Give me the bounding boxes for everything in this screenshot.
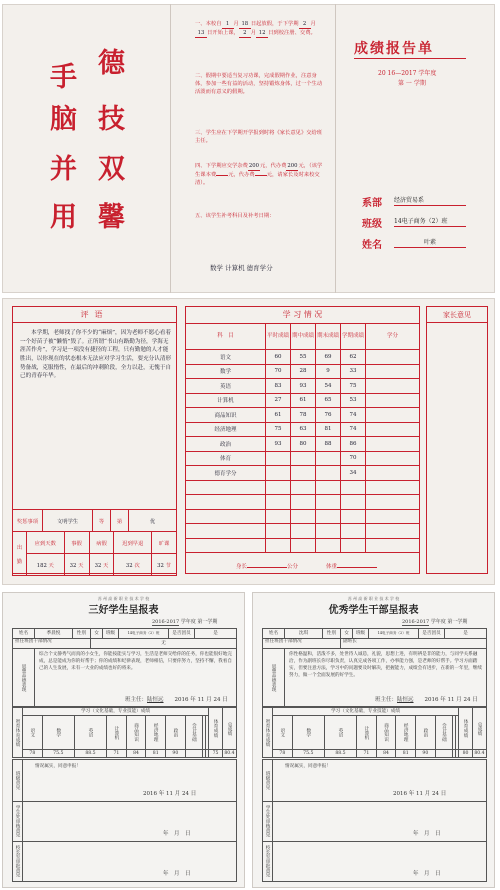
- total-value: 80.4: [224, 750, 235, 756]
- notice-1: 一、本校自 1 月 18 日起放假，于下学期 2 月13 日开始上课， 2 月 12 日到校注册、交费。: [195, 20, 325, 38]
- pe-label: 体育成绩: [459, 708, 473, 750]
- cadre-value: 副班长: [341, 639, 487, 649]
- school-name: 苏 州 高 新 职 业 技 术 学 校: [347, 596, 400, 601]
- notice-4: 四、下学期应交学杂费200元，代办费200元，（该学生课本费 元，代办费 元，请家长及时来校交清）。: [195, 163, 323, 187]
- class-label: 班级: [103, 629, 119, 639]
- grade-label: 等: [93, 510, 111, 532]
- form-title: 优秀学生干部呈报表: [328, 605, 419, 616]
- subject-header: [455, 716, 458, 750]
- grade-cell-mid: 80: [291, 437, 316, 452]
- grade-row: [186, 451, 420, 466]
- pe-value: 75: [209, 750, 223, 758]
- notice-2: 二、假期中要适当复习功课，完成假期作业，注意身体，参加一些有益的活动，坚持锻炼身体，过一个生动活泼而有意义的假期。: [195, 73, 323, 96]
- class-label: 班级: [362, 219, 382, 230]
- subject-header: 英语: [324, 716, 356, 750]
- dept-label: 学生处审核意见: [263, 802, 273, 842]
- form-title: 三好学生呈报表: [88, 605, 159, 616]
- grade-cell-normal: [266, 466, 291, 481]
- grades-header: 平时成绩: [266, 324, 291, 350]
- grade-cell-normal: 60: [266, 350, 291, 365]
- empty-row: [186, 509, 420, 524]
- subject-header: [205, 716, 208, 750]
- subject-header: 商品知识: [126, 716, 146, 750]
- score-side: 智育体育成绩: [263, 708, 273, 758]
- attendance-value: 32 天: [64, 554, 89, 576]
- approval-table: [12, 759, 237, 882]
- awards-value: 文明学生: [43, 510, 93, 532]
- grade-cell-normal: 93: [266, 437, 291, 452]
- study-section: 学习（文化基础，专业技能）成绩: [23, 708, 209, 716]
- grade-row: [186, 437, 420, 452]
- attendance-header: 旷课: [152, 532, 177, 554]
- teacher-sign: 班主任：陆恒远 2016 年 11 月 24 日: [125, 696, 228, 703]
- name-value: 沈琪: [285, 629, 323, 639]
- class-label: 班级: [353, 629, 369, 639]
- merit-student-form-photo: [2, 592, 245, 888]
- subject-score: 81: [396, 750, 416, 758]
- deeds-label: 思想品德表现: [263, 649, 285, 707]
- cadre-form-photo: [252, 592, 495, 888]
- subject-header: 经济地理: [146, 716, 166, 750]
- name-value: 叶素: [394, 239, 466, 248]
- deeds-text: 综合个文静秀气而真的小女生，你能按能实与学习，生活是老师交给你的任务，你也能很好地完成，总是能成为你的好帮手；你的成绩和纪律表现，老师相信，只要你努力，坚持不懈，我看自己的人生发展，未有一大业的成绩也好的将来。: [39, 652, 232, 671]
- principal-cell: [23, 842, 237, 882]
- pe-label: 体育成绩: [209, 708, 223, 750]
- awards-label: 奖惩事项: [13, 510, 43, 532]
- awards-table: [12, 509, 177, 532]
- grade-row: [186, 379, 420, 394]
- name-label: 姓名: [362, 240, 382, 251]
- grade-row: [186, 350, 420, 365]
- gender-label: 性别: [323, 629, 341, 639]
- subject-score: 78: [23, 750, 43, 758]
- motto-char: 德: [98, 48, 125, 79]
- form-year: 2016-2017 学年度 第一学期: [152, 619, 218, 625]
- motto-char: 手: [50, 62, 77, 93]
- attendance-table: [12, 531, 177, 576]
- grade-value: 优: [129, 510, 177, 532]
- member-label: 是否团员: [419, 629, 445, 639]
- empty-row: [186, 524, 420, 539]
- title-underline: [354, 58, 466, 59]
- subject-header: 政治: [166, 716, 186, 750]
- study-section: 学习（文化基础，专业技能）成绩: [273, 708, 459, 716]
- total-label: 总成绩: [473, 708, 487, 750]
- opinion-label: 班级意见: [263, 760, 273, 802]
- attendance-header: 事假: [64, 532, 89, 554]
- term: 第 一 学期: [398, 80, 426, 87]
- opinion-cell: [23, 760, 237, 802]
- name-label: 姓名: [263, 629, 285, 639]
- grade-cell-subject: 商品知识: [186, 408, 266, 423]
- member-value: 是: [445, 629, 487, 639]
- subject-header: 会计基础: [435, 716, 452, 750]
- attendance-header: 迟到早退: [114, 532, 152, 554]
- fold-line: [335, 4, 336, 293]
- attendance-value: 32 天: [89, 554, 114, 576]
- motto-char: 技: [98, 104, 125, 135]
- grade-cell-credit: [366, 437, 420, 452]
- subject-score: 88.5: [74, 750, 106, 758]
- subject-score: [185, 750, 202, 758]
- grade-cell-mid: [291, 466, 316, 481]
- subject-header: 政治: [416, 716, 436, 750]
- subject-score: 71: [107, 750, 127, 758]
- grade-cell-normal: 27: [266, 393, 291, 408]
- grades-header: 期中成绩: [291, 324, 316, 350]
- makeup-subjects: 数学 计算机 德育学分: [210, 264, 273, 272]
- gender-value: 女: [91, 629, 103, 639]
- grade-cell-mid: 78: [291, 408, 316, 423]
- grade-cell-subject: 经济地理: [186, 422, 266, 437]
- opinion-label: 班级意见: [13, 760, 23, 802]
- attendance-header: 病假: [89, 532, 114, 554]
- grade-cell-final: 65: [316, 393, 341, 408]
- member-label: 是否团员: [169, 629, 195, 639]
- comment-title: 评语: [13, 307, 176, 323]
- subject-header: 商品知识: [376, 716, 396, 750]
- attendance-value: 32 节: [152, 554, 177, 576]
- notice-5: 五、该学生补考科目及补考日期：: [195, 213, 275, 219]
- comment-text: 本学期，老师找了你不少的“麻烦”，因为老师不愿心看着一个好苗子被“懒惰”毁了。正所谓“书山有路勤为径，学海无涯苦作舟”，学习是一项没有捷径的工程，只有勤勉的人才能胜出，以你现在的状态根本无法应对学习生活，要充分认清形势备战，克服惰性，在最后的冲刺阶段，全力以赴，无愧于自己的青春年华。: [20, 330, 172, 380]
- grade-cell-credit: [366, 393, 420, 408]
- dept-label: 系部: [362, 198, 382, 209]
- dept-date: 年 月 日: [413, 830, 441, 837]
- cadre-value: 无: [91, 639, 237, 649]
- grade-cell-mid: 63: [291, 422, 316, 437]
- dept-label: 学生处审核意见: [13, 802, 23, 842]
- subject-header: 计算机: [357, 716, 377, 750]
- grade-cell-credit: [366, 422, 420, 437]
- motto-char: 用: [50, 202, 77, 233]
- opinion-date: 2016 年 11 月 24 日: [143, 790, 197, 797]
- report-title: 成绩报告单: [354, 41, 434, 57]
- grade-cell-subject: 语文: [186, 350, 266, 365]
- subject-score: 84: [376, 750, 396, 758]
- grades-header: 科 目: [186, 324, 266, 350]
- grade-cell-credit: [366, 350, 420, 365]
- study-panel: [185, 306, 420, 574]
- empty-row: [186, 495, 420, 510]
- grade-cell-normal: 61: [266, 408, 291, 423]
- grade-cell-term: 53: [341, 393, 366, 408]
- subject-score: 81: [146, 750, 166, 758]
- grade-cell-final: 9: [316, 364, 341, 379]
- attendance-side: 出 勤: [13, 532, 27, 576]
- grades-header: 学分: [366, 324, 420, 350]
- score-table: [262, 707, 487, 758]
- parent-title: 家长意见: [427, 307, 487, 323]
- subject-header: 会计基础: [185, 716, 202, 750]
- grade-cell-mid: 61: [291, 393, 316, 408]
- grade-cell-final: 54: [316, 379, 341, 394]
- grade-cell-mid: [291, 451, 316, 466]
- attendance-value: 32 次: [114, 554, 152, 576]
- grade-cell-final: 69: [316, 350, 341, 365]
- dept-cell: [273, 802, 487, 842]
- grade-cell-term: 74: [341, 422, 366, 437]
- subject-score: 90: [416, 750, 436, 758]
- subject-header: 数学: [292, 716, 324, 750]
- subject-header: 计算机: [107, 716, 127, 750]
- grades-header: 期末成绩: [316, 324, 341, 350]
- notice-3: 三、学生应在下学期开学报到时将《家长意见》交给班主任。: [195, 130, 323, 145]
- opinion-text: 情况属实，同意申报！: [35, 764, 81, 769]
- total-value: 80.4: [474, 750, 485, 756]
- gender-label: 性别: [73, 629, 91, 639]
- grade-cell-mid: 55: [291, 350, 316, 365]
- grade-cell-normal: 75: [266, 422, 291, 437]
- fold-line: [170, 4, 171, 293]
- gender-value: 女: [341, 629, 353, 639]
- subject-header: 数学: [42, 716, 74, 750]
- study-title: 学 习 情 况: [282, 310, 323, 319]
- grade-row: [186, 364, 420, 379]
- grade-cell-term: 86: [341, 437, 366, 452]
- comment-panel: [12, 306, 177, 574]
- opinion-cell: [273, 760, 487, 802]
- grade-cell-mid: 28: [291, 364, 316, 379]
- principal-cell: [273, 842, 487, 882]
- score-side: 智育体育成绩: [13, 708, 23, 758]
- school-year: 20 16—2017 学年度: [378, 70, 437, 77]
- form-table: [262, 628, 487, 707]
- grade-cell-term: 33: [341, 364, 366, 379]
- empty-row: [186, 538, 420, 553]
- class-value: 14电子商务（2）班: [394, 218, 466, 227]
- dept-date: 年 月 日: [163, 830, 191, 837]
- grade-cell-normal: [266, 451, 291, 466]
- subject-header: 语文: [273, 716, 293, 750]
- grade-row: [186, 408, 420, 423]
- height-label: 身长 公分: [236, 564, 299, 570]
- class-value: 14电子商务（2）班: [119, 629, 169, 639]
- subject-score: [435, 750, 452, 758]
- score-table: [12, 707, 237, 758]
- grade-cell-final: 76: [316, 408, 341, 423]
- grade-cell-normal: 70: [266, 364, 291, 379]
- deeds-cell: [35, 649, 237, 707]
- motto-char: 双: [98, 154, 125, 185]
- grade-row: [186, 393, 420, 408]
- grade-cell-final: [316, 466, 341, 481]
- subject-header: 英语: [74, 716, 106, 750]
- grade-cell-term: 70: [341, 451, 366, 466]
- motto-char: 馨: [98, 202, 125, 233]
- class-value: 14电子商务（2）班: [369, 629, 419, 639]
- grade-cell-subject: 数学: [186, 364, 266, 379]
- grade-cell-credit: [366, 451, 420, 466]
- opinion-text: 情况属实，同意申报！: [285, 764, 331, 769]
- subject-score: 75.5: [292, 750, 324, 758]
- grade-row: [186, 422, 420, 437]
- motto-char: 脑: [50, 104, 77, 135]
- report-card-inside-photo: [2, 298, 495, 585]
- parent-panel: [426, 306, 488, 574]
- dept-cell: [23, 802, 237, 842]
- grade-cell-credit: [366, 379, 420, 394]
- name-label: 姓名: [13, 629, 35, 639]
- weight-label: 体重: [326, 564, 377, 571]
- grade-cell-subject: 体育: [186, 451, 266, 466]
- form-year: 2016-2017 学年度 第一学期: [402, 619, 468, 625]
- grade-cell-subject: 政治: [186, 437, 266, 452]
- grade-cell-term: 74: [341, 408, 366, 423]
- grade-row: [186, 466, 420, 481]
- deeds-cell: [285, 649, 487, 707]
- report-card-cover-photo: [2, 4, 495, 293]
- grades-header-row: [186, 324, 420, 350]
- grade-cell-subject: 英语: [186, 379, 266, 394]
- grade-cell-subject: 德育学分: [186, 466, 266, 481]
- approval-table: [262, 759, 487, 882]
- total-label: 总成绩: [223, 708, 237, 750]
- principal-date: 年 月 日: [413, 870, 441, 877]
- subject-score: 88.5: [324, 750, 356, 758]
- motto-char: 并: [50, 154, 77, 185]
- grade-cell-subject: 计算机: [186, 393, 266, 408]
- name-value: 季晨悦: [35, 629, 73, 639]
- deeds-label: 思想品德表现: [13, 649, 35, 707]
- cadre-label: 担任班团干部情况: [13, 639, 91, 649]
- principal-label: 校长室审批意见: [13, 842, 23, 882]
- grade-cell-final: 88: [316, 437, 341, 452]
- grade-cell-final: [316, 451, 341, 466]
- subject-score: 78: [273, 750, 293, 758]
- opinion-date: 2016 年 11 月 24 日: [393, 790, 447, 797]
- grade-cell-credit: [366, 466, 420, 481]
- school-name: 苏 州 高 新 职 业 技 术 学 校: [97, 596, 150, 601]
- grades-table: [185, 323, 420, 553]
- empty-row: [186, 480, 420, 495]
- subject-header: 语文: [23, 716, 43, 750]
- grade-cell-credit: [366, 408, 420, 423]
- teacher-sign: 班主任：陆恒远 2016 年 11 月 24 日: [375, 696, 478, 703]
- form-table: [12, 628, 237, 707]
- grade-cell-final: 81: [316, 422, 341, 437]
- cadre-label: 担任班团干部情况: [263, 639, 341, 649]
- subject-score: 84: [126, 750, 146, 758]
- grade-cell-term: 34: [341, 466, 366, 481]
- deeds-text: 你性格温和，活泼不多，处世待人诚恳，礼貌，思想上进，有明辨是非的能力，与同学关系融洽，作为副班长你尽职负责，认真完成各项工作，办事能力强，是老师的好帮手。学习方面踏实，但要注意方法，学习中的问题要及时解决，把握能力，成绩会有进步，在新的一年里，继续努力，做一个全面发展的好学生。: [289, 652, 482, 678]
- principal-label: 校长室审批意见: [263, 842, 273, 882]
- grades-header: 学期成绩: [341, 324, 366, 350]
- subject-score: 90: [166, 750, 186, 758]
- principal-date: 年 月 日: [163, 870, 191, 877]
- grade-cell-mid: 93: [291, 379, 316, 394]
- dept-value: 经济贸易系: [394, 197, 466, 206]
- member-value: 是: [195, 629, 237, 639]
- grade-cell-normal: 83: [266, 379, 291, 394]
- attendance-value: 182 天: [27, 554, 65, 576]
- subject-score: 71: [357, 750, 377, 758]
- grade-cell-credit: [366, 364, 420, 379]
- grade-label-2: 第: [111, 510, 129, 532]
- subject-header: 经济地理: [396, 716, 416, 750]
- attendance-header: 应到天数: [27, 532, 65, 554]
- pe-value: 80: [459, 750, 473, 758]
- grade-cell-term: 75: [341, 379, 366, 394]
- subject-score: 75.5: [42, 750, 74, 758]
- grade-cell-term: 62: [341, 350, 366, 365]
